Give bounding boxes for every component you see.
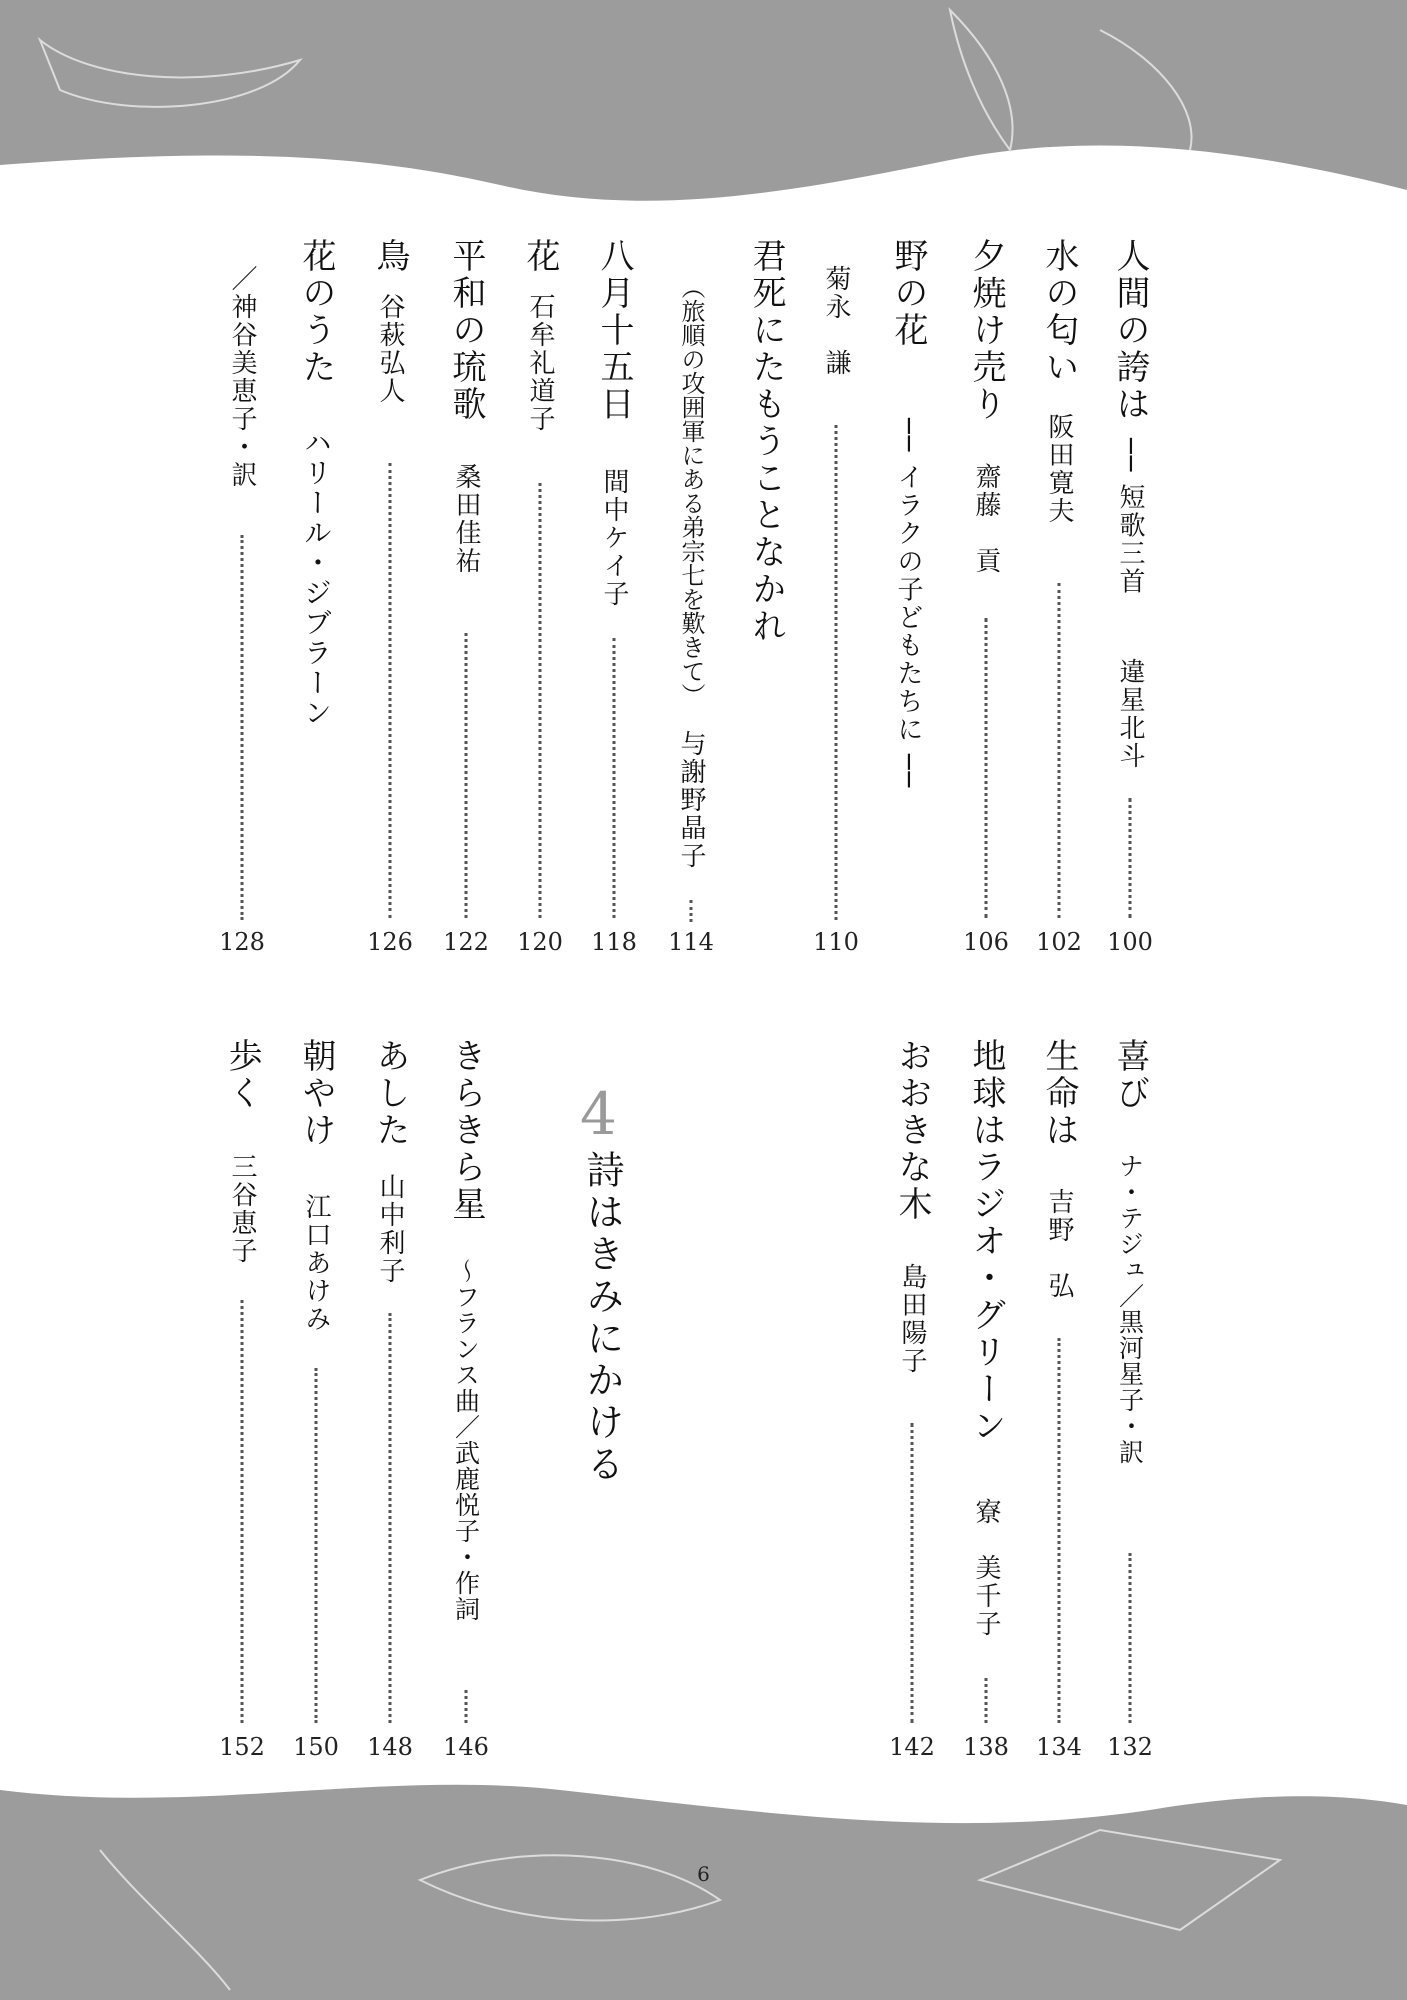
- page-number: 118: [591, 928, 637, 956]
- leader-dots: [613, 638, 616, 918]
- leader-dots: [241, 1300, 244, 1723]
- toc-entry[interactable]: [362, 1038, 418, 1773]
- entry-title: 鳥: [370, 238, 410, 275]
- leader-dots: [1129, 798, 1132, 918]
- toc-entry[interactable]: [512, 238, 568, 968]
- leader-dots: [465, 633, 468, 918]
- entry-title: 花のうた: [296, 238, 336, 386]
- page-number: 100: [1107, 928, 1153, 956]
- entry-author: 吉野 弘: [1044, 1188, 1074, 1300]
- entry-title: 水の匂い: [1039, 238, 1079, 386]
- page-number: 148: [367, 1733, 413, 1761]
- leader-dots: [985, 618, 988, 918]
- toc-entry[interactable]: [738, 238, 794, 678]
- toc-entry[interactable]: [438, 1038, 494, 1773]
- toc-entry[interactable]: [288, 238, 344, 758]
- toc-entry[interactable]: [214, 265, 270, 968]
- page-number: 114: [668, 928, 714, 956]
- toc-entry[interactable]: [958, 238, 1014, 968]
- page-number: 138: [963, 1733, 1009, 1761]
- leader-dots: [1058, 1338, 1061, 1723]
- leader-dots: [1129, 1553, 1132, 1723]
- leader-dots: [985, 1678, 988, 1723]
- entry-author: 三谷恵子: [227, 1153, 257, 1265]
- entry-author: 島田陽子: [897, 1263, 927, 1375]
- entry-title: 君死にたもうことなかれ: [746, 238, 786, 645]
- toc-entry[interactable]: [808, 265, 864, 968]
- toc-entry[interactable]: [1102, 1038, 1158, 1773]
- entry-subtitle: （旅順の攻囲軍にある弟宗七を歎きて）: [677, 275, 705, 707]
- page-number: 132: [1107, 1733, 1153, 1761]
- page-number: 152: [219, 1733, 265, 1761]
- entry-title: 生命は: [1039, 1038, 1079, 1149]
- entry-author: 齋藤 貢: [971, 463, 1001, 575]
- section-number: 4: [580, 1080, 617, 1148]
- leader-dots: [389, 1313, 392, 1723]
- page-number: 150: [293, 1733, 339, 1761]
- page-number: 126: [367, 928, 413, 956]
- entry-title: 人間の誇は: [1110, 238, 1150, 423]
- page-number: 128: [219, 928, 265, 956]
- page-number: 134: [1036, 1733, 1082, 1761]
- toc-entry[interactable]: [438, 238, 494, 968]
- leader-dots: [315, 1368, 318, 1723]
- entry-title: 地球はラジオ・グリーン: [966, 1038, 1006, 1445]
- leader-dots: [241, 535, 244, 920]
- entry-author: 阪田寛夫: [1044, 413, 1074, 525]
- entry-author: 寮 美千子: [971, 1498, 1001, 1638]
- entry-author: 違星北斗: [1115, 658, 1145, 770]
- page-number: 102: [1036, 928, 1082, 956]
- entry-author: 山中利子: [375, 1173, 405, 1285]
- entry-title: きらきら星: [446, 1038, 486, 1223]
- entry-title: 野の花: [888, 238, 928, 349]
- entry-title: おおきな木: [892, 1038, 932, 1223]
- toc-entry[interactable]: [663, 275, 719, 968]
- toc-entry[interactable]: [880, 238, 936, 798]
- toc-entry[interactable]: [214, 1038, 270, 1773]
- entry-author: ／神谷美恵子・訳: [227, 265, 257, 489]
- page-number: 142: [889, 1733, 935, 1761]
- entry-author: 菊永 謙: [821, 265, 851, 377]
- entry-subtitle: ～フランス曲／武鹿悦子・作詞: [451, 1258, 481, 1622]
- entry-author: 石牟礼道子: [525, 293, 555, 433]
- toc-entry[interactable]: [1031, 1038, 1087, 1773]
- toc-entry[interactable]: [884, 1038, 940, 1773]
- entry-title: 朝やけ: [296, 1038, 336, 1149]
- entry-title: 花: [520, 238, 560, 275]
- page-number: 106: [963, 928, 1009, 956]
- entry-author: 間中ケイ子: [599, 468, 629, 608]
- entry-subtitle: ── 短歌三首: [1115, 438, 1145, 596]
- page-folio: 6: [697, 1862, 710, 1886]
- leader-dots: [1058, 583, 1061, 918]
- entry-author: 桑田佳祐: [451, 463, 481, 575]
- toc-entry[interactable]: [1102, 238, 1158, 968]
- entry-subtitle: ── イラクの子どもたちに ──: [893, 418, 923, 790]
- entry-title: 八月十五日: [594, 238, 634, 423]
- entry-title: 夕焼け売り: [966, 238, 1006, 423]
- page-number: 120: [517, 928, 563, 956]
- leader-dots: [539, 483, 542, 918]
- entry-subtitle: ハリール・ジブラーン: [300, 428, 333, 728]
- page-number: 110: [813, 928, 859, 956]
- toc-entry[interactable]: [586, 238, 642, 968]
- entry-title: あした: [370, 1038, 410, 1149]
- leader-dots: [835, 425, 838, 920]
- entry-title: 喜び: [1110, 1038, 1150, 1112]
- toc-entry[interactable]: [958, 1038, 1014, 1773]
- entry-author: 谷萩弘人: [375, 293, 405, 405]
- entry-author: ナ・テジュ／黒河星子・訳: [1115, 1153, 1145, 1465]
- leader-dots: [690, 900, 693, 922]
- toc-entry[interactable]: [1031, 238, 1087, 968]
- top-banner: [0, 0, 1407, 201]
- leader-dots: [389, 463, 392, 918]
- page-number: 146: [443, 1733, 489, 1761]
- leader-dots: [465, 1690, 468, 1723]
- page-number: 122: [443, 928, 489, 956]
- entry-title: 平和の琉歌: [446, 238, 486, 423]
- entry-author: 江口あけみ: [301, 1193, 331, 1333]
- leader-dots: [911, 1423, 914, 1723]
- section-title: 詩はきみにかける: [580, 1150, 624, 1486]
- toc-entry[interactable]: [362, 238, 418, 968]
- entry-title: 歩く: [222, 1038, 262, 1112]
- toc-entry[interactable]: [288, 1038, 344, 1773]
- entry-author: 与謝野晶子: [676, 730, 706, 870]
